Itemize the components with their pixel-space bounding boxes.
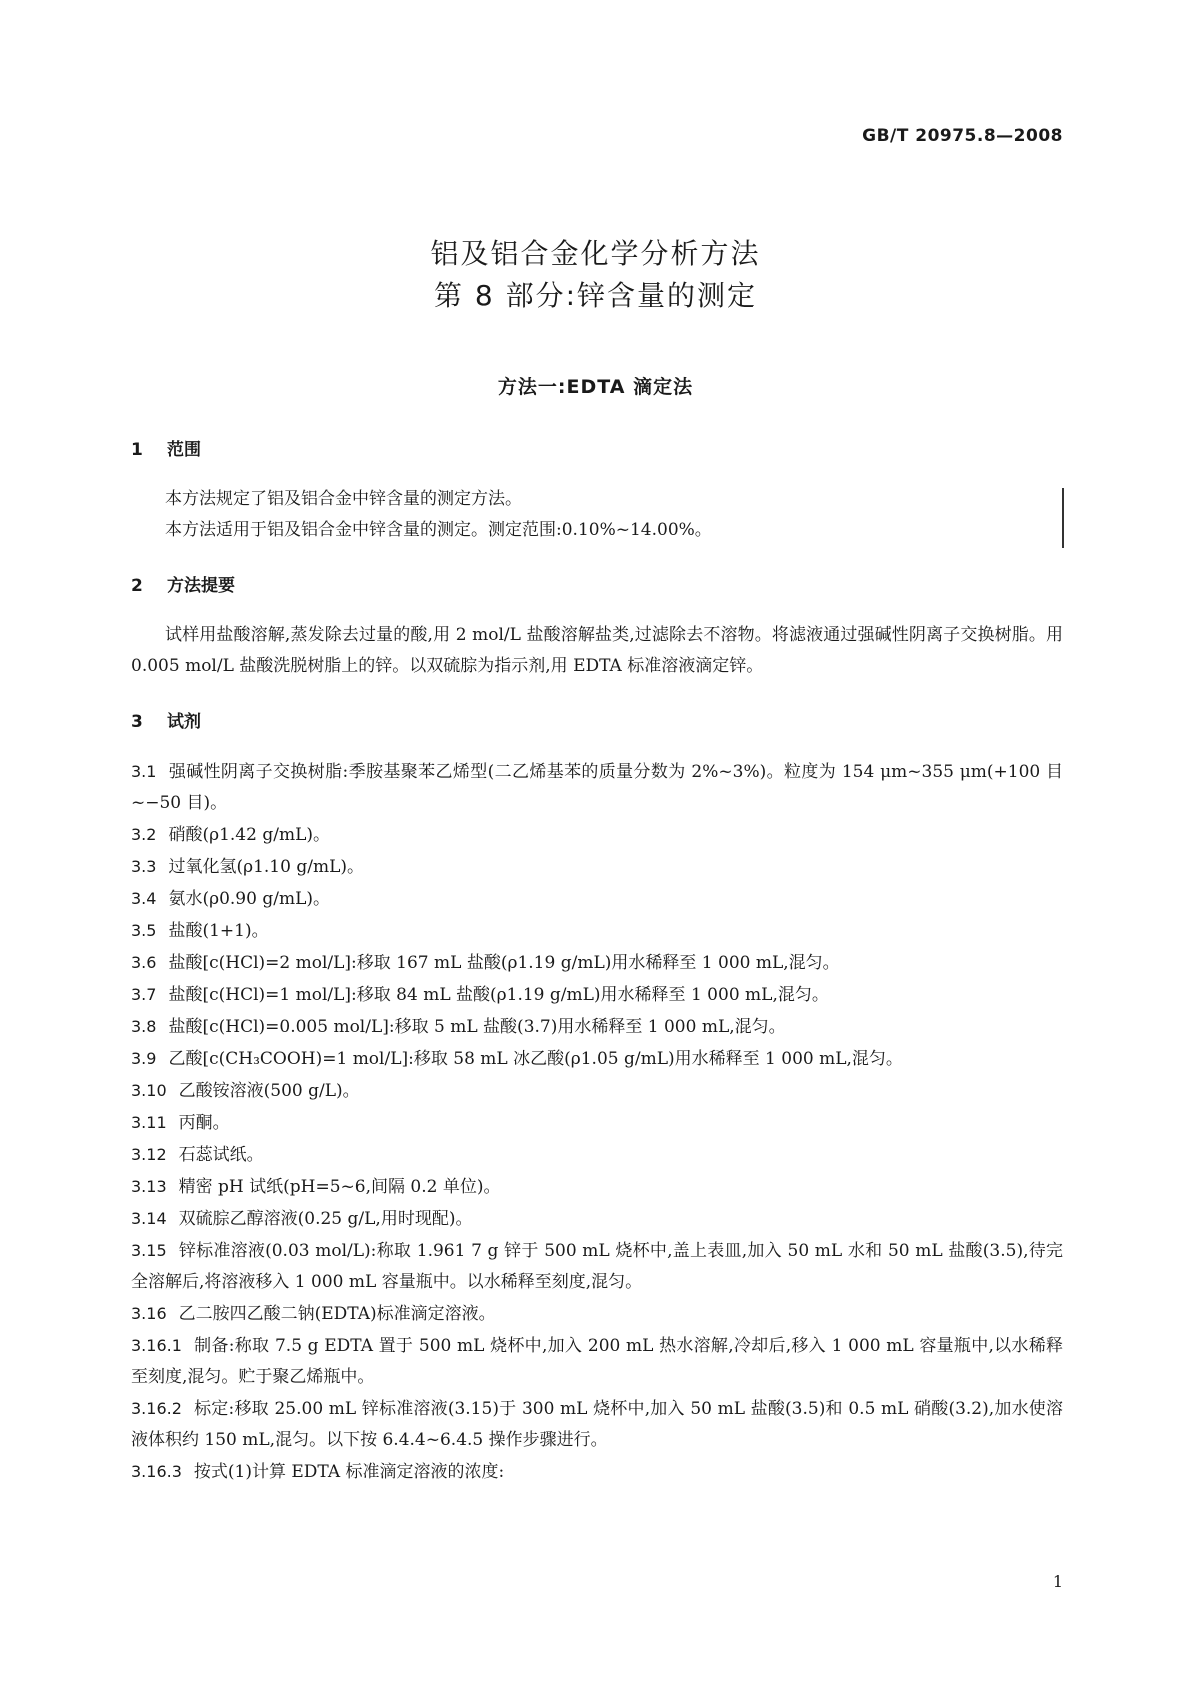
- scope-line-1: 本方法规定了铝及铝合金中锌含量的测定方法。: [165, 489, 522, 509]
- section-3-heading: [131, 708, 1063, 736]
- item-text: 乙酸[c(CH₃COOH)=1 mol/L]:移取 58 mL 冰乙酸(ρ1.05 g/mL)用水稀释至 1 000 mL,混匀。: [168, 1049, 903, 1069]
- reagent-item: [131, 1330, 1063, 1393]
- reagent-item: [131, 851, 1063, 883]
- item-number: 3.16.3: [131, 1462, 182, 1481]
- section-number: 2: [131, 576, 143, 596]
- item-text: 石蕊试纸。: [178, 1145, 264, 1165]
- reagent-item: [131, 1203, 1063, 1235]
- document-title-line1: 铝及铝合金化学分析方法: [430, 237, 761, 270]
- item-number: 3.13: [131, 1177, 167, 1196]
- item-text: 按式(1)计算 EDTA 标准滴定溶液的浓度:: [193, 1462, 505, 1482]
- reagent-item: [131, 1393, 1063, 1456]
- item-text: 精密 pH 试纸(pH=5~6,间隔 0.2 单位)。: [178, 1177, 501, 1197]
- reagent-item: [131, 1298, 1063, 1330]
- reagent-item: [131, 1171, 1063, 1203]
- item-number: 3.16: [131, 1304, 167, 1323]
- item-number: 3.16.1: [131, 1336, 182, 1355]
- item-text: 双硫腙乙醇溶液(0.25 g/L,用时现配)。: [178, 1209, 473, 1229]
- reagent-item: [131, 979, 1063, 1011]
- item-text: 锌标准溶液(0.03 mol/L):称取 1.961 7 g 锌于 500 mL 烧杯中,盖上表皿,加入 50 mL 水和 50 mL 盐酸(3.5),待完全溶解后,将溶液移入 1 000 mL 容量瓶中。以水稀释至刻度,混匀。: [131, 1241, 1063, 1292]
- item-number: 3.8: [131, 1017, 157, 1036]
- section-title: 试剂: [167, 712, 201, 732]
- reagent-item: [131, 1139, 1063, 1171]
- reagent-item: [131, 819, 1063, 851]
- item-number: 3.6: [131, 953, 157, 972]
- item-text: 丙酮。: [178, 1113, 230, 1133]
- reagent-item: [131, 1235, 1063, 1298]
- reagent-item: [131, 947, 1063, 979]
- item-number: 3.14: [131, 1209, 167, 1228]
- item-number: 3.11: [131, 1113, 167, 1132]
- item-text: 盐酸[c(HCl)=2 mol/L]:移取 167 mL 盐酸(ρ1.19 g/mL)用水稀释至 1 000 mL,混匀。: [168, 953, 840, 973]
- item-text: 过氧化氢(ρ1.10 g/mL)。: [168, 857, 364, 877]
- item-text: 盐酸[c(HCl)=1 mol/L]:移取 84 mL 盐酸(ρ1.19 g/mL)用水稀释至 1 000 mL,混匀。: [168, 985, 829, 1005]
- item-number: 3.12: [131, 1145, 167, 1164]
- section-title: 方法提要: [167, 576, 235, 596]
- item-number: 3.7: [131, 985, 157, 1004]
- item-text: 氨水(ρ0.90 g/mL)。: [168, 889, 330, 909]
- item-text: 强碱性阴离子交换树脂:季胺基聚苯乙烯型(二乙烯基苯的质量分数为 2%~3%)。粒度为 154 μm~355 μm(+100 目~−50 目)。: [131, 762, 1063, 813]
- section-title: 范围: [167, 440, 201, 460]
- item-number: 3.9: [131, 1049, 157, 1068]
- item-number: 3.2: [131, 825, 157, 844]
- standard-code: GB/T 20975.8—2008: [862, 126, 1063, 146]
- item-text: 标定:移取 25.00 mL 锌标准溶液(3.15)于 300 mL 烧杯中,加入 50 mL 盐酸(3.5)和 0.5 mL 硝酸(3.2),加水使溶液体积约 150 mL,混匀。以下按 6.4.4~6.4.5 操作步骤进行。: [131, 1399, 1063, 1450]
- item-number: 3.4: [131, 889, 157, 908]
- item-number: 3.10: [131, 1081, 167, 1100]
- reagent-item: [131, 1011, 1063, 1043]
- page-number: 1: [1052, 1572, 1063, 1591]
- document-title-line2: 第 8 部分:锌含量的测定: [433, 279, 758, 312]
- method-title: 方法一:EDTA 滴定法: [497, 376, 694, 398]
- item-text: 盐酸(1+1)。: [168, 921, 269, 941]
- item-text: 乙二胺四乙酸二钠(EDTA)标准滴定溶液。: [178, 1304, 496, 1324]
- reagent-item: [131, 1107, 1063, 1139]
- item-number: 3.15: [131, 1241, 167, 1260]
- reagent-item: [131, 756, 1063, 819]
- item-number: 3.16.2: [131, 1399, 182, 1418]
- item-number: 3.3: [131, 857, 157, 876]
- item-text: 硝酸(ρ1.42 g/mL)。: [168, 825, 330, 845]
- section-number: 3: [131, 712, 143, 732]
- reagent-item: [131, 1075, 1063, 1107]
- reagent-item: [131, 1456, 1063, 1488]
- section-1-heading: [131, 436, 1063, 464]
- section-2-heading: [131, 572, 1063, 600]
- item-number: 3.5: [131, 921, 157, 940]
- reagent-item: [131, 1043, 1063, 1075]
- section-number: 1: [131, 440, 143, 460]
- scope-line-2: 本方法适用于铝及铝合金中锌含量的测定。测定范围:0.10%~14.00%。: [165, 520, 712, 540]
- method-summary-paragraph: 试样用盐酸溶解,蒸发除去过量的酸,用 2 mol/L 盐酸溶解盐类,过滤除去不溶物。将滤液通过强碱性阴离子交换树脂。用 0.005 mol/L 盐酸洗脱树脂上的锌。以双硫腙为指示剂,用 EDTA 标准溶液滴定锌。: [131, 625, 1063, 676]
- document-body: [131, 436, 1063, 1488]
- item-text: 盐酸[c(HCl)=0.005 mol/L]:移取 5 mL 盐酸(3.7)用水稀释至 1 000 mL,混匀。: [168, 1017, 786, 1037]
- item-text: 乙酸铵溶液(500 g/L)。: [178, 1081, 360, 1101]
- reagent-item: [131, 915, 1063, 947]
- item-text: 制备:称取 7.5 g EDTA 置于 500 mL 烧杯中,加入 200 mL 热水溶解,冷却后,移入 1 000 mL 容量瓶中,以水稀释至刻度,混匀。贮于聚乙烯瓶中。: [131, 1336, 1063, 1387]
- reagent-item: [131, 883, 1063, 915]
- item-number: 3.1: [131, 762, 157, 781]
